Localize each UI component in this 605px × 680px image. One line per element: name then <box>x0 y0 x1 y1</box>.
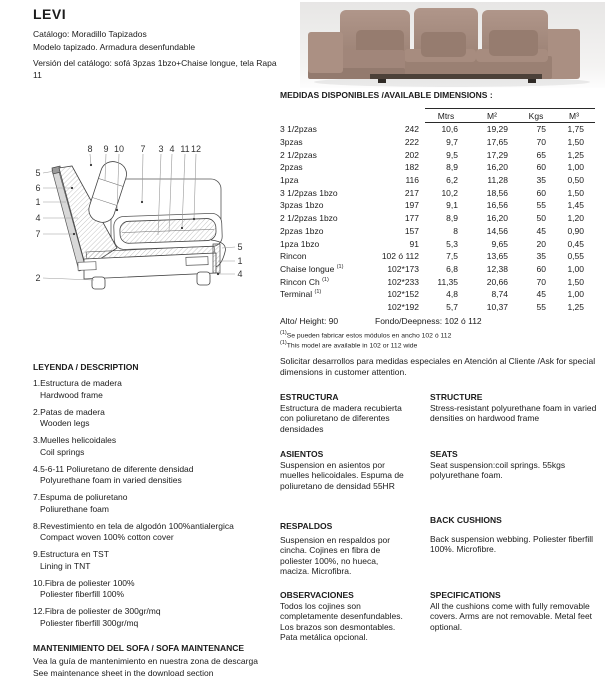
callout-7-left: 7 <box>35 229 41 239</box>
row-label <box>280 150 370 160</box>
spec-section <box>430 449 602 515</box>
callout-8: 8 <box>87 144 93 154</box>
cell-kgs: 60 <box>536 187 546 198</box>
row-footnote-marker: (1) <box>322 276 329 283</box>
legend-item <box>33 606 275 629</box>
dimensions-table <box>280 108 595 313</box>
cell-m2: 16,20 <box>486 213 508 224</box>
spec-section <box>280 590 404 643</box>
legend-item <box>33 407 275 430</box>
footnote-en: $^{(1)}$This model are available in 102 or 112 wide <box>280 340 418 350</box>
row-label-text: 3 1/2pzas 1bzo <box>280 187 338 198</box>
cell-width: 102*173 <box>387 263 419 274</box>
spec-section-body: Todos los cojines son completamente desenfundables. Los brazos son desmontables. Pata metálica opcional. <box>280 601 403 643</box>
cell-m3: 0,90 <box>567 225 584 236</box>
cell-kgs: 75 <box>536 124 546 135</box>
cell-width: 202 <box>404 149 419 160</box>
cell-mtrs: 5,3 <box>446 238 458 249</box>
legend-item <box>33 435 275 458</box>
cell-mtrs: 6,2 <box>446 175 458 186</box>
table-row <box>280 237 595 250</box>
footnote-marker: (1) <box>280 330 287 336</box>
page-title: LEVI <box>33 6 67 22</box>
legend-item-en: Poliester fiberfill 100% <box>40 589 125 599</box>
table-row <box>280 186 595 199</box>
spec-section-title: SEATS <box>430 449 458 459</box>
cell-width: 197 <box>404 200 419 211</box>
legend-item-es: 9.Estructura en TST <box>33 549 109 559</box>
spec-section <box>280 392 404 449</box>
specs-column-es <box>280 392 404 643</box>
cell-width: 222 <box>404 137 419 148</box>
cell-mtrs: 4,8 <box>446 289 458 300</box>
cell-mtrs: 9,7 <box>446 137 458 148</box>
callout-7-top: 7 <box>140 144 146 154</box>
callout-12: 12 <box>190 144 202 154</box>
cell-m3: 0,45 <box>567 238 584 249</box>
row-label <box>280 289 370 299</box>
legend-item-es: 10.Fibra de poliester 100% <box>33 577 135 588</box>
dimensions-heading: MEDIDAS DISPONIBLES /AVAILABLE DIMENSIONS : <box>280 90 493 100</box>
cell-kgs: 55 <box>536 200 546 211</box>
row-label-text: 2 1/2pzas <box>280 149 317 160</box>
cell-mtrs: 11,35 <box>437 276 458 287</box>
table-column-header: Kgs <box>528 110 544 121</box>
cell-kgs: 45 <box>536 225 546 236</box>
callout-4-left: 4 <box>35 213 41 223</box>
cell-m3: 1,25 <box>567 149 584 160</box>
spec-section-body: Back suspension webbing. Poliester fiberfill 100%. Microfibre. <box>430 534 594 555</box>
cell-mtrs: 5,7 <box>446 301 458 312</box>
table-row <box>280 225 595 238</box>
legend-item-es: 4.5-6-11 Poliuretano de diferente densidad <box>33 463 194 474</box>
cell-m3: 1,00 <box>567 289 584 300</box>
spec-section-body: Suspension en respaldos por cincha. Cojines en fibra de poliester 100%, no hueca, maciza. Microfibra. <box>280 535 391 577</box>
table-header-row <box>425 108 595 123</box>
callout-5-right: 5 <box>237 242 243 252</box>
callout-4-top: 4 <box>169 144 175 154</box>
spec-section-body: All the cushions come with fully removable covers. Arms are not removable. Metal feet optional. <box>430 601 593 632</box>
legend-item <box>33 521 275 544</box>
callout-6: 6 <box>35 183 41 193</box>
row-label <box>280 124 370 134</box>
cell-mtrs: 9,1 <box>446 200 458 211</box>
legend-item-en: Polyurethane foam in varied densities <box>40 475 182 485</box>
maintenance-line-en: See maintenance sheet in the download section <box>33 668 214 678</box>
table-row <box>280 212 595 225</box>
row-footnote-marker: (1) <box>314 289 322 296</box>
special-dimensions-note: Solicitar desarrollos para medidas especiales en Atención al Cliente /Ask for special dimensions in customer attention. <box>280 356 596 377</box>
legend-heading: LEYENDA / DESCRIPTION <box>33 362 139 372</box>
row-label <box>280 175 370 185</box>
height-label: Alto/ Height: 90 <box>280 316 339 326</box>
spec-section-title: BACK CUSHIONS <box>430 515 502 525</box>
cell-kgs: 60 <box>536 263 546 274</box>
cell-kgs: 35 <box>536 175 546 186</box>
legend-item <box>33 464 275 487</box>
spec-section <box>280 521 404 590</box>
cell-width: 102*152 <box>387 289 419 300</box>
callout-9: 9 <box>103 144 109 154</box>
row-label-text: 1pza 1bzo <box>280 238 320 249</box>
table-row <box>280 263 595 276</box>
cell-mtrs: 8,9 <box>446 213 458 224</box>
cell-m3: 1,50 <box>567 276 584 287</box>
cell-width: 91 <box>409 238 419 249</box>
cell-m3: 0,50 <box>567 175 584 186</box>
cell-m3: 1,25 <box>567 301 584 312</box>
row-label <box>280 251 370 261</box>
table-row <box>280 250 595 263</box>
spec-section-body: Suspension en asientos por muelles helicoidales. Espuma de poliuretano de densidad 55HR <box>280 460 404 491</box>
model-line: Modelo tapizado. Armadura desenfundable <box>33 42 196 52</box>
legend-item <box>33 549 275 572</box>
row-label-text: Chaise longue <box>280 263 337 274</box>
cell-width: 217 <box>404 187 419 198</box>
row-label-text: 2pzas 1bzo <box>280 225 324 236</box>
cell-kgs: 70 <box>536 137 546 148</box>
cell-m3: 1,00 <box>567 263 584 274</box>
cell-mtrs: 10,6 <box>441 124 458 135</box>
spec-section-title: ESTRUCTURA <box>280 392 339 402</box>
legend-item-es: 7.Espuma de poliuretano <box>33 492 128 502</box>
cell-m2: 9,65 <box>491 238 508 249</box>
footnote-marker: (1) <box>280 340 287 346</box>
row-label-text: 3pzas 1bzo <box>280 200 324 211</box>
callout-11: 11 <box>180 144 190 154</box>
footnote-es: $^{(1)}$Se pueden fabricar estos módulos en ancho 102 ó 112 <box>280 330 452 340</box>
version-line: Versión del catálogo: sofá 3pzas 1bzo+Chaise longue, tela Rapa 11 <box>33 58 277 80</box>
legend-item-es: 8.Revestimiento en tela de algodón 100%antialergica <box>33 520 234 531</box>
row-label-text: 3pzas <box>280 137 303 148</box>
row-label-text: 1pza <box>280 175 299 186</box>
cell-m3: 0,55 <box>567 251 584 262</box>
table-row <box>280 136 595 149</box>
row-label-text: 2 1/2pzas 1bzo <box>280 213 338 224</box>
row-label-text: 3 1/2pzas <box>280 124 317 135</box>
table-row <box>280 301 595 314</box>
legend-item <box>33 378 275 401</box>
legend-item-en: Coil springs <box>40 446 85 457</box>
overall-dimensions-line <box>280 316 600 326</box>
callout-1-left: 1 <box>35 197 41 207</box>
spec-section <box>430 392 602 449</box>
legend-item <box>33 492 275 515</box>
row-label <box>280 264 370 274</box>
spec-section <box>430 515 602 590</box>
table-row <box>280 288 595 301</box>
cell-m3: 1,20 <box>567 213 584 224</box>
table-column-header: M² <box>487 110 497 121</box>
legend-item-en: Compact woven 100% cotton cover <box>40 532 174 542</box>
table-row <box>280 275 595 288</box>
cell-m2: 18,56 <box>486 187 508 198</box>
cell-m2: 16,20 <box>486 162 508 173</box>
legend-item-en: Poliester fiberfill 300gr/mq <box>40 617 139 628</box>
callout-1-right: 1 <box>237 256 243 266</box>
row-label <box>280 239 370 249</box>
cell-m2: 17,29 <box>486 149 508 160</box>
cell-width: 102 ó 112 <box>381 251 419 262</box>
cell-mtrs: 8 <box>453 225 458 236</box>
catalog-line: Catálogo: Moradillo Tapizados <box>33 29 147 39</box>
legend-item-en: Poliurethane foam <box>40 503 109 514</box>
legend-item-es: 12.Fibra de poliester de 300gr/mq <box>33 606 161 616</box>
cell-m2: 14,56 <box>486 225 508 236</box>
cell-width: 177 <box>404 213 419 224</box>
cell-m2: 11,28 <box>487 175 508 186</box>
cell-m2: 8,74 <box>491 289 508 300</box>
row-label-text: 2pzas <box>280 162 303 173</box>
cell-m3: 1,45 <box>567 200 584 211</box>
callout-5-left: 5 <box>35 168 41 178</box>
legend-item-en: Hardwood frame <box>40 389 103 400</box>
maintenance-heading: MANTENIMIENTO DEL SOFA / SOFA MAINTENANCE <box>33 643 245 653</box>
cell-mtrs: 8,9 <box>446 162 458 173</box>
cell-kgs: 35 <box>536 251 546 262</box>
cell-m2: 19,29 <box>486 124 508 135</box>
spec-section-title: ASIENTOS <box>280 449 324 459</box>
cell-m3: 1,50 <box>567 137 584 148</box>
cell-mtrs: 9,5 <box>446 149 458 160</box>
row-label <box>280 226 370 236</box>
maintenance-line-es: Vea la guía de mantenimiento en nuestra zona de descarga <box>33 656 258 666</box>
legend-item-es: 2.Patas de madera <box>33 406 105 417</box>
table-column-header: M³ <box>569 110 579 121</box>
legend-item-es: 3.Muelles helicoidales <box>33 435 117 445</box>
cell-m2: 13,65 <box>486 251 508 262</box>
cell-kgs: 65 <box>536 149 546 160</box>
table-row <box>280 174 595 187</box>
legend <box>33 362 275 635</box>
cell-kgs: 50 <box>536 213 546 224</box>
cell-width: 157 <box>404 225 419 236</box>
cell-width: 102*233 <box>387 276 419 287</box>
sofa-photo-illustration <box>300 2 605 90</box>
cell-kgs: 20 <box>536 238 546 249</box>
row-footnote-marker: (1) <box>336 264 344 271</box>
cell-m3: 1,50 <box>567 187 584 198</box>
spec-section-title: OBSERVACIONES <box>280 590 354 600</box>
row-label-text: Terminal <box>280 289 315 300</box>
cell-kgs: 55 <box>536 301 546 312</box>
row-label <box>280 137 370 147</box>
spec-section-title: STRUCTURE <box>430 392 483 402</box>
cell-m3: 1,75 <box>567 124 584 135</box>
row-label-text: Rincon <box>280 251 307 262</box>
callout-2: 2 <box>35 273 41 283</box>
callout-10: 10 <box>113 144 125 154</box>
cell-mtrs: 7,5 <box>446 251 458 262</box>
table-column-header: Mtrs <box>437 110 455 121</box>
legend-item-es: 1.Estructura de madera <box>33 378 122 388</box>
cell-kgs: 45 <box>536 289 546 300</box>
row-label <box>280 200 370 210</box>
cell-width: 182 <box>404 162 419 173</box>
table-row <box>280 199 595 212</box>
cell-width: 102*192 <box>387 301 419 312</box>
sofa-section-illustration <box>28 140 263 310</box>
row-label <box>280 213 370 223</box>
table-row <box>280 161 595 174</box>
cell-m3: 1,00 <box>567 162 584 173</box>
row-label <box>280 162 370 172</box>
technical-drawing <box>28 140 263 310</box>
callout-4-right: 4 <box>237 269 243 279</box>
table-row <box>280 123 595 136</box>
cell-width: 116 <box>405 175 419 186</box>
spec-section <box>430 590 602 632</box>
cell-width: 242 <box>404 124 419 135</box>
cell-mtrs: 6,8 <box>446 263 458 274</box>
cell-m2: 17,65 <box>486 137 508 148</box>
row-label <box>280 188 370 198</box>
spec-section <box>280 449 404 521</box>
depth-label: Fondo/Deepness: 102 ó 112 <box>375 316 482 326</box>
product-photo <box>300 2 605 90</box>
legend-item-en: Wooden legs <box>40 418 90 428</box>
cell-kgs: 70 <box>536 276 546 287</box>
legend-item <box>33 578 275 601</box>
row-label <box>280 277 370 287</box>
table-row <box>280 148 595 161</box>
spec-section-title: SPECIFICATIONS <box>430 590 501 600</box>
row-label-text: Rincon Ch <box>280 276 323 287</box>
cell-m2: 10,37 <box>486 301 508 312</box>
maintenance-section <box>33 643 333 678</box>
cell-kgs: 60 <box>536 162 546 173</box>
spec-section-body: Seat suspension:coil springs. 55kgs polyurethane foam. <box>430 460 566 481</box>
spec-section-body: Stress-resistant polyurethane foam in varied densities on hardwood frame <box>430 403 597 424</box>
specs-column-en <box>430 392 602 632</box>
cell-mtrs: 10,2 <box>441 187 458 198</box>
legend-item-en: Lining in TNT <box>40 560 91 571</box>
spec-section-title: RESPALDOS <box>280 521 333 531</box>
cell-m2: 20,66 <box>486 276 508 287</box>
callout-3: 3 <box>158 144 164 154</box>
spec-section-body: Estructura de madera recubierta con poliuretano de diferentes densidades <box>280 403 402 434</box>
cell-m2: 16,56 <box>486 200 508 211</box>
cell-m2: 12,38 <box>486 263 508 274</box>
